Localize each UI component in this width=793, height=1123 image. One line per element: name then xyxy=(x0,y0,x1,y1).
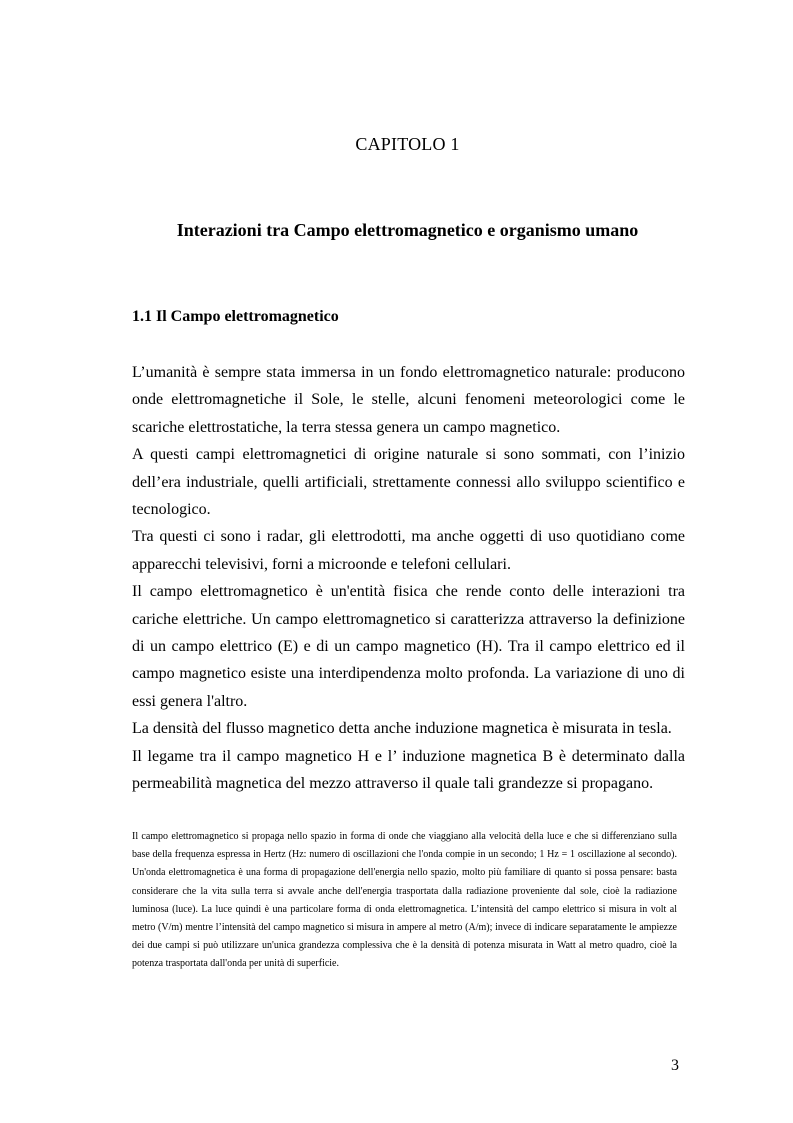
paragraph: Il legame tra il campo magnetico H e l’ induzione magnetica B è determinato dalla permeabilità magnetica del mezzo attraverso il quale tali grandezze si propagano. xyxy=(132,747,685,793)
chapter-label: CAPITOLO 1 xyxy=(355,134,460,154)
paragraph: Il campo elettromagnetico è un'entità fisica che rende conto delle interazioni tra cariche elettriche. Un campo elettromagnetico si caratterizza attraverso la definizione di un campo elettrico (E) e di un campo magnetico (H). Tra il campo elettrico ed il campo magnetico esiste una interdipendenza molto profonda. La variazione di uno di essi genera l'altro. xyxy=(132,583,685,710)
page-number: 3 xyxy=(671,1057,679,1074)
footnote-text: Il campo elettromagnetico si propaga nello spazio in forma di onde che viaggiano alla velocità della luce e che si differenziano sulla base della frequenza espressa in Hertz (Hz: numero di oscillazioni che l'onda compie in un secondo; 1 Hz = 1 oscillazione al secondo). Un'onda elettromagnetica è una forma di propagazione dell'energia nello spazio, molto più familiare di quanto si possa pensare: basta considerare che la vita sulla terra si avvale anche dell'energia trasportata dalla radiazione proveniente dal sole, cioè la radiazione luminosa (luce). La luce quindi è una particolare forma di onda elettromagnetica. L’intensità del campo elettrico si misura in volt al metro (V/m) mentre l’intensità del campo magnetico si misura in ampere al metro (A/m); invece di indicare separatamente le ampiezze dei due campi si può utilizzare un'unica grandezza complessiva che è la densità di potenza misurata in Watt al metro quadro, cioè la potenza trasportata dall'onda per unità di superficie. xyxy=(132,831,677,970)
paragraph: A questi campi elettromagnetici di origine naturale si sono sommati, con l’inizio dell’era industriale, quelli artificiali, strettamente connessi allo sviluppo scientifico e tecnologico. xyxy=(132,446,685,519)
paragraph: La densità del flusso magnetico detta anche induzione magnetica è misurata in tesla. xyxy=(132,720,672,738)
paragraph: L’umanità è sempre stata immersa in un fondo elettromagnetico naturale: producono onde elettromagnetiche il Sole, le stelle, alcuni fenomeni meteorologici come le scariche elettrostatiche, la terra stessa genera un campo magnetico. xyxy=(132,364,685,436)
footnote xyxy=(132,828,677,974)
paragraph: Tra questi ci sono i radar, gli elettrodotti, ma anche oggetti di uso quotidiano come apparecchi televisivi, forni a microonde e telefoni cellulari. xyxy=(132,528,685,573)
section-heading: 1.1 Il Campo elettromagnetico xyxy=(132,308,339,325)
chapter-title: Interazioni tra Campo elettromagnetico e organismo umano xyxy=(176,220,639,240)
body-text xyxy=(132,359,685,798)
